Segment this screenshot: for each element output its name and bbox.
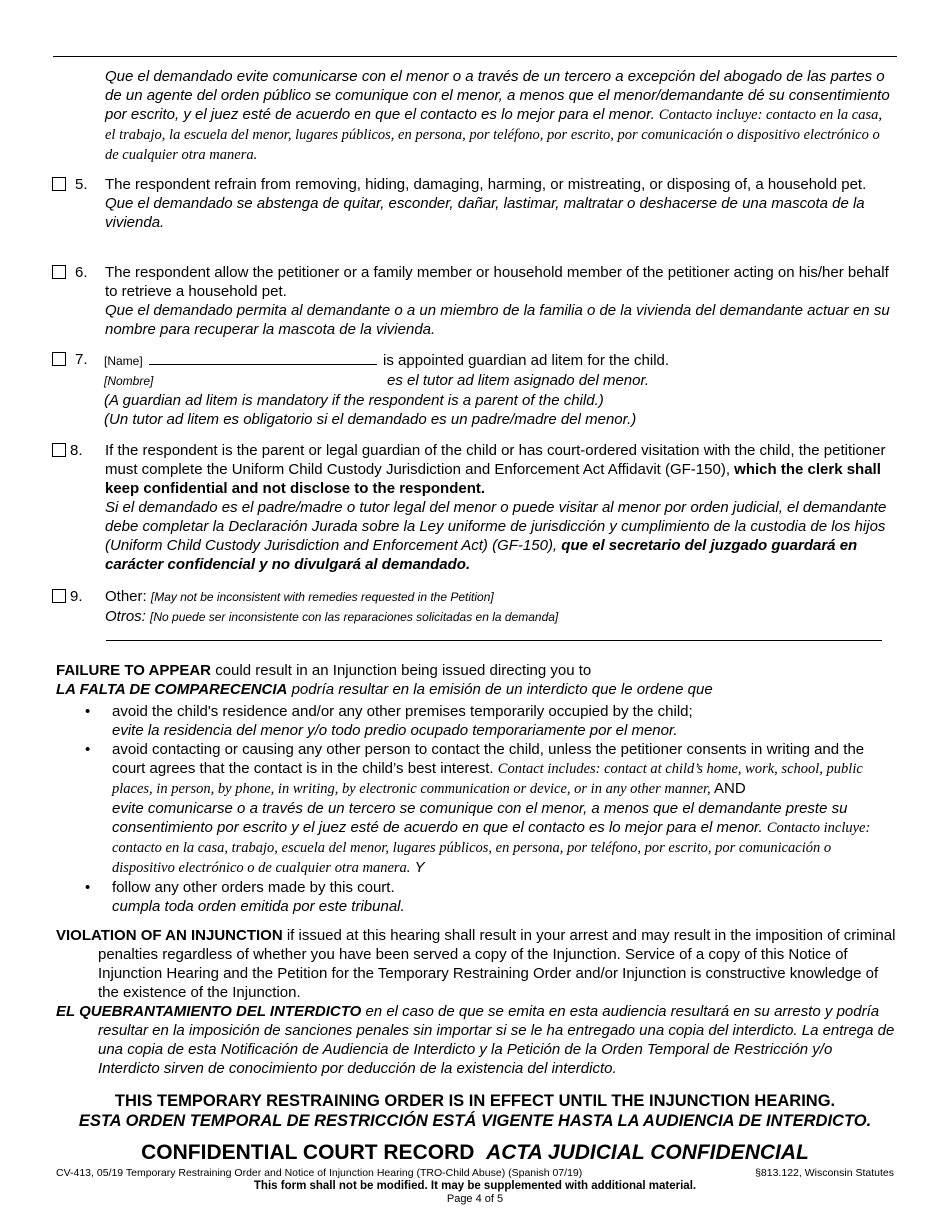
effect-notice (40, 1091, 910, 1131)
bullet-2-y: Y (414, 859, 425, 876)
failure-es-heading: LA FALTA DE COMPARECENCIA (56, 681, 288, 698)
page-number: Page 4 of 5 (446, 1193, 504, 1205)
failure-to-appear-section (56, 661, 896, 699)
confidential-record-title (40, 1140, 910, 1166)
conf-es: ACTA JUDICIAL CONFIDENCIAL (486, 1141, 809, 1164)
bullet-item (85, 878, 892, 916)
item-8-checkbox[interactable] (52, 443, 66, 457)
violation-es (56, 1002, 896, 1078)
violation-es-text: en el caso de que se emita en esta audiencia resultará en su arresto y podría resultar en la imposición de sanciones penales sin importar si se le ha entregado una copia del interdicto. La entrega de una copia de esta Notificación de Audiencia de Interdicto y la Petición de la Orden Temporal de Restricción y/o Interdicto sirven de conocimiento por deducción de la existencia del interdicto. (98, 1003, 895, 1077)
item-9-other-es-note: [No puede ser inconsistente con las reparaciones solicitadas en la demanda] (150, 610, 559, 624)
item-7-nombre-label: [Nombre] (104, 374, 154, 388)
item-8-en-bold: which the clerk shall keep confidential and not disclose to the respondent. (105, 461, 881, 497)
bullet-1-es: evite la residencia del menor y/o todo predio ocupado temporariamente por el menor. (112, 722, 678, 739)
top-rule (53, 56, 897, 57)
bullet-dot: • (85, 703, 91, 720)
form-id: CV-413, 05/19 Temporary Restraining Order and Notice of Injunction Hearing (TRO-Child Abuse) (Spanish 07/19) (56, 1167, 583, 1179)
item-6-en: The respondent allow the petitioner or a family member or household member of the petitioner acting on his/her behalf to retrieve a household pet. (105, 264, 889, 300)
item-8-text (105, 441, 890, 574)
item-9-text (105, 587, 890, 627)
item-6-text (105, 263, 890, 339)
item-8-es-bold: que el secretario del juzgado guardará en carácter confidencial y no divulgará al demandado. (105, 537, 858, 573)
bullet-3-es: cumpla toda orden emitida por este tribunal. (112, 898, 405, 915)
form-notice: This form shall not be modified. It may be supplemented with additional material. (253, 1180, 697, 1192)
other-fill-line[interactable] (106, 640, 882, 641)
item-6-checkbox[interactable] (52, 265, 66, 279)
item-7-note-es: (Un tutor ad litem es obligatorio si el demandado es un padre/madre del menor.) (104, 411, 637, 428)
bullet-3-en: follow any other orders made by this court. (112, 879, 395, 896)
failure-en-heading: FAILURE TO APPEAR (56, 662, 212, 679)
guardian-name-field[interactable] (149, 350, 377, 365)
item-9-other-es: Otros: (105, 608, 146, 625)
continued-es-contact: Contacto incluye: contacto en la casa, el trabajo, la escuela del menor, lugares públicos, en persona, por teléfono, por escrito, por comunicación o dispositivo electrónico o de cualquier otra manera. (105, 107, 883, 163)
bullet-2-en-contact: Contact includes: contact at child’s home, work, school, public places, in person, by phone, in writing, by electronic communication or device, or in any other manner, (112, 761, 863, 797)
item-7-note-en: (A guardian ad litem is mandatory if the respondent is a parent of the child.) (104, 392, 604, 409)
statute: §813.122, Wisconsin Statutes (755, 1167, 894, 1179)
item-6-es: Que el demandado permita al demandante o a un miembro de la familia o de la vivienda del demandante actuar en su nombre para recuperar la mascota de la vivienda. (105, 302, 890, 338)
item-8-en: If the respondent is the parent or legal guardian of the child or has court-ordered visitation with the child, the petitioner must complete the Uniform Child Custody Jurisdiction and Enforcement Act Affidavit (GF-150), (105, 442, 886, 478)
item-7-es: es el tutor ad litem asignado del menor. (387, 372, 650, 389)
failure-es-text: podría resultar en la emisión de un interdicto que le ordene que (291, 681, 713, 698)
item-9-other-en-note: [May not be inconsistent with remedies requested in the Petition] (150, 590, 494, 604)
bullet-2-es: evite comunicarse o a través de un tercero se comunique con el menor, a menos que el demandante preste su consentimiento por escrito y el juez esté de acuerdo en que el contacto es lo mejor para el menor. (112, 800, 848, 836)
bullet-2-es-contact: Contacto incluye: contacto en la casa, trabajo, escuela del menor, lugares públicos, en persona, por teléfono, por escrito, por comunicación o dispositivo electrónico o de cualquier otra manera. (112, 820, 871, 876)
effect-en: THIS TEMPORARY RESTRAINING ORDER IS IN EFFECT UNTIL THE INJUNCTION HEARING. (114, 1092, 836, 1110)
violation-en-text: if issued at this hearing shall result in your arrest and may result in the imposition of criminal penalties regardless of whether you have been served a copy of the Injunction. Service of a copy of this Notice of Injunction Hearing and the Petition for the Temporary Restraining Order and/or Injunction is constructive knowledge of the existence of the Injunction. (98, 927, 896, 1001)
item-9-number: 9. (70, 588, 83, 605)
effect-es: ESTA ORDEN TEMPORAL DE RESTRICCIÓN ESTÁ VIGENTE HASTA LA AUDIENCIA DE INTERDICTO. (78, 1112, 872, 1130)
failure-en-text: could result in an Injunction being issued directing you to (215, 662, 592, 679)
continued-paragraph (105, 67, 890, 165)
violation-en-heading: VIOLATION OF AN INJUNCTION (56, 927, 283, 944)
failure-bullets (85, 702, 892, 916)
bullet-dot: • (85, 741, 91, 758)
item-7-text (104, 350, 889, 429)
conf-en: CONFIDENTIAL COURT RECORD (141, 1141, 475, 1164)
item-7-checkbox[interactable] (52, 352, 66, 366)
item-7-name-label: [Name] (104, 354, 143, 368)
item-5-checkbox[interactable] (52, 177, 66, 191)
bullet-2-and: AND (714, 780, 746, 797)
item-9-other-en: Other: (105, 588, 147, 605)
violation-es-heading: EL QUEBRANTAMIENTO DEL INTERDICTO (56, 1003, 362, 1020)
item-9-checkbox[interactable] (52, 589, 66, 603)
item-8-number: 8. (70, 442, 83, 459)
violation-en (56, 926, 896, 1002)
item-5-number: 5. (75, 176, 88, 193)
item-7-number: 7. (75, 351, 88, 368)
item-5-text (105, 175, 890, 232)
item-5-en: The respondent refrain from removing, hiding, damaging, harming, or mistreating, or disposing of, a household pet. (105, 176, 867, 193)
item-6-number: 6. (75, 264, 88, 281)
bullet-item (85, 702, 892, 740)
continued-es-main: Que el demandado evite comunicarse con el menor o a través de un tercero a excepción del abogado de las partes o de un agente del orden público se comunique con el menor, a menos que el menor/demandante dé su consentimiento por escrito, y el juez esté de acuerdo en que el contacto es lo mejor para el menor. (105, 68, 890, 123)
bullet-dot: • (85, 879, 91, 896)
bullet-2-en: avoid contacting or causing any other person to contact the child, unless the petitioner consents in writing and the court agrees that the contact is in the child’s best interest. (112, 741, 865, 777)
bullet-1-en: avoid the child's residence and/or any other premises temporarily occupied by the child; (112, 703, 693, 720)
violation-section (56, 926, 896, 1078)
item-8-es: Si el demandado es el padre/madre o tutor legal del menor o puede visitar al menor por orden judicial, el demandante debe completar la Declaración Jurada sobre la Ley uniforme de jurisdicción y cumplimiento de la custodia de los hijos (Uniform Child Custody Jurisdiction and Enforcement Act) (GF-150), (105, 499, 887, 554)
bullet-item (85, 740, 892, 878)
item-5-es: Que el demandado se abstenga de quitar, esconder, dañar, lastimar, maltratar o deshacerse de una mascota de la vivienda. (105, 195, 865, 231)
item-7-en: is appointed guardian ad litem for the child. (383, 352, 670, 369)
